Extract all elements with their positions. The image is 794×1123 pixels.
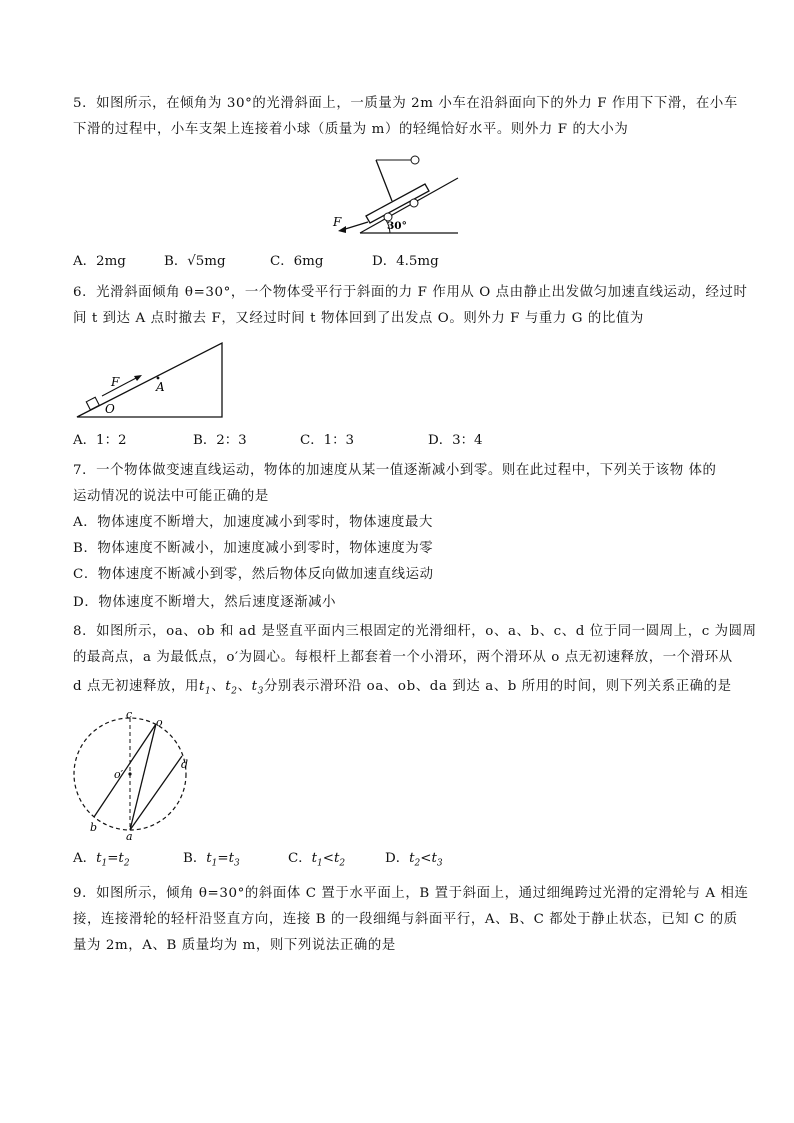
q8-t1-sub: 1 — [204, 686, 212, 697]
q5-stem-line1: 5．如图所示，在倾角为 30°的光滑斜面上，一质量为 2m 小车在沿斜面向下的外力 F 作用下下滑，在小车 — [73, 96, 738, 111]
q9-stem-line3: 量为 2m，A、B 质量均为 m，则下列说法正确的是 — [73, 938, 396, 953]
q8-option-b[interactable] — [183, 850, 240, 873]
q8-label-c: c — [126, 710, 133, 721]
q8-option-b-t: t — [206, 851, 212, 866]
q8-option-c-letter: C． — [288, 851, 312, 866]
q8-option-c-t: t — [311, 851, 318, 866]
q8-option-a[interactable] — [73, 850, 130, 873]
q8-option-c-op: < — [322, 851, 334, 866]
q8-option-b-t2: t — [228, 851, 234, 866]
q5-option-d[interactable]: D．4.5mg — [372, 254, 439, 269]
q8-label-o: o — [156, 716, 163, 729]
q8-t3: t — [251, 679, 258, 694]
q6-point-o-label: O — [105, 402, 115, 416]
q5-force-label: F — [333, 215, 342, 229]
q9-stem-line2: 接，连接滑轮的轻杆沿竖直方向，连接 B 的一段细绳与斜面平行，A、B、C 都处于静止状态，已知 C 的质 — [73, 912, 738, 927]
q8-t1: t — [198, 679, 205, 694]
q8-option-d-sub2: 3 — [436, 858, 443, 869]
q5-option-a[interactable]: A．2mg — [73, 254, 126, 269]
q8-option-a-op: = — [107, 851, 119, 866]
q8-stem-line2: 的最高点，a 为最低点，o′为圆心。每根杆上都套着一个小滑环，两个滑环从 o 点无初速释放，一个滑环从 — [73, 650, 733, 665]
q8-option-b-sub2: 3 — [233, 858, 240, 869]
q8-t2-sub: 2 — [231, 686, 238, 697]
q6-point-a-label: A — [156, 380, 165, 394]
q8-option-d-t2: t — [431, 851, 437, 866]
q8-line3-prefix: d 点无初速释放，用 — [73, 679, 199, 694]
q9-stem-line1: 9．如图所示，倾角 θ=30°的斜面体 C 置于水平面上，B 置于斜面上，通过细绳跨过光滑的定滑轮与 A 相连 — [73, 886, 749, 901]
q8-option-b-op: = — [217, 851, 229, 866]
q8-option-b-letter: B． — [183, 851, 207, 866]
q8-label-a: a — [126, 830, 133, 840]
q8-option-c-sub: 1 — [317, 858, 323, 869]
q5-option-b-prefix: B． — [164, 254, 188, 269]
q6-option-a[interactable]: A．1：2 — [73, 433, 127, 448]
q8-option-c-t2: t — [334, 851, 340, 866]
q5-option-b[interactable] — [164, 253, 226, 271]
q6-stem-line1: 6．光滑斜面倾角 θ=30°，一个物体受平行于斜面的力 F 作用从 O 点由静止出发做匀加速直线运动，经过时 — [73, 285, 748, 300]
q5-incline-cart-figure — [330, 150, 465, 238]
q8-option-b-sub: 1 — [211, 858, 218, 869]
q8-option-d-op: < — [420, 851, 432, 866]
q8-t2: t — [225, 679, 232, 694]
q8-t3-sub: 3 — [257, 686, 264, 697]
q8-circle-figure — [70, 710, 200, 840]
q8-option-a-t: t — [96, 851, 102, 866]
q5-option-b-radical: √5 — [187, 254, 205, 269]
q6-option-d[interactable]: D．3：4 — [428, 433, 483, 448]
q8-option-a-t2: t — [118, 851, 124, 866]
q8-line3-suffix: 分别表示滑环沿 oa、ob、da 到达 a、b 所用的时间，则下列关系正确的是 — [263, 679, 732, 694]
q8-label-b: b — [90, 821, 98, 834]
q6-option-b[interactable]: B．2：3 — [193, 433, 247, 448]
q7-option-c[interactable]: C．物体速度不断减小到零，然后物体反向做加速直线运动 — [73, 567, 434, 582]
q5-stem-line2: 下滑的过程中，小车支架上连接着小球（质量为 m）的轻绳恰好水平。则外力 F 的大小为 — [73, 122, 629, 137]
q7-stem-line2: 运动情况的说法中可能正确的是 — [73, 489, 269, 504]
q7-stem-line1: 7．一个物体做变速直线运动，物体的加速度从某一值逐渐减小到零。则在此过程中，下列关于该物 体的 — [73, 463, 717, 478]
q5-option-b-suffix: mg — [204, 254, 226, 269]
q8-stem-line1: 8．如图所示，oa、ob 和 ad 是竖直平面内三根固定的光滑细杆，o、a、b、c、d 位于同一圆周上，c 为圆周 — [73, 624, 757, 639]
q6-option-c[interactable]: C．1：3 — [300, 433, 355, 448]
q8-option-c-sub2: 2 — [339, 858, 346, 869]
q5-option-c[interactable]: C．6mg — [270, 254, 324, 269]
q8-option-d-letter: D． — [385, 851, 410, 866]
q8-option-d[interactable] — [385, 850, 443, 873]
q8-option-d-t: t — [409, 851, 415, 866]
q7-option-b[interactable]: B．物体速度不断减小，加速度减小到零时，物体速度为零 — [73, 541, 434, 556]
q6-stem-line2: 间 t 到达 A 点时撤去 F，又经过时间 t 物体回到了出发点 O。则外力 F 与重力 G 的比值为 — [73, 311, 644, 326]
q5-angle-label: 30° — [387, 220, 407, 232]
q8-label-d: d — [181, 758, 189, 771]
q8-option-a-sub2: 2 — [123, 858, 130, 869]
q8-option-a-sub: 1 — [101, 858, 108, 869]
q8-option-a-letter: A． — [73, 851, 97, 866]
q6-incline-figure — [70, 335, 230, 425]
q8-option-c[interactable] — [288, 850, 345, 873]
q8-option-d-sub: 2 — [414, 858, 421, 869]
q8-stem-line3: d 点无初速释放，用$t_1$、$t_2$、$t_3$分别表示滑环沿 oa、ob、da 到达 a、b 所用的时间，则下列关系正确的是 — [73, 679, 732, 697]
q8-label-o-prime: o′ — [114, 768, 124, 781]
q6-force-label: F — [111, 375, 120, 389]
q7-option-d[interactable]: D．物体速度不断增大，然后速度逐渐减小 — [73, 595, 337, 610]
q7-option-a[interactable]: A．物体速度不断增大，加速度减小到零时，物体速度最大 — [73, 515, 434, 530]
